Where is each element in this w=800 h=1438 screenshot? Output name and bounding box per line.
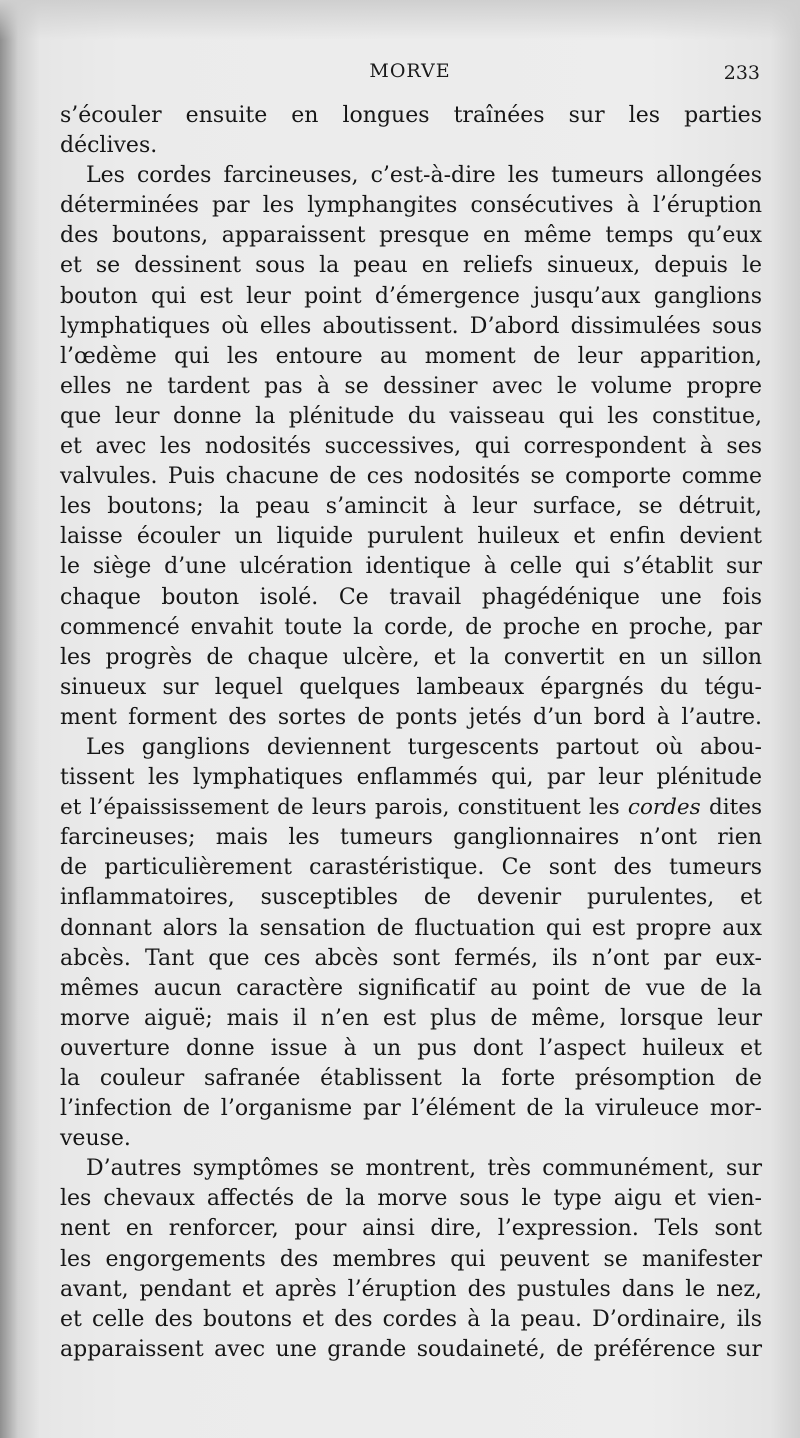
text-line: ouverture donne issue à un pus dont l’aspect huileux et (60, 1035, 762, 1061)
text-line: abcès. Tant que ces abcès sont fermés, ils n’ont par eux- (60, 945, 762, 971)
text-line: elles ne tardent pas à se dessiner avec le volume propre (60, 373, 762, 399)
text-line: ment forment des sortes de ponts jetés d’un bord à l’autre. (60, 704, 762, 730)
paragraph-4 (60, 1154, 762, 1365)
text-line: l’infection de l’organisme par l’élément de la viruleuce mor- (60, 1096, 762, 1122)
text-line: les boutons; la peau s’amincit à leur surface, se détruit, (60, 494, 762, 520)
running-title: MORVE (369, 60, 451, 82)
text-line: la couleur safranée établissent la forte présomption de (60, 1066, 762, 1091)
text-line: de particulièrement carastéristique. Ce sont des tumeurs (60, 855, 762, 881)
italic-term: cordes (627, 795, 701, 821)
text-line: avant, pendant et après l’éruption des pustules dans le nez, (60, 1276, 762, 1302)
text-line: les progrès de chaque ulcère, et la convertit en un sillon (60, 644, 762, 670)
text-line: et se dessinent sous la peau en reliefs sinueux, depuis le (60, 253, 762, 279)
text-line: les engorgements des membres qui peuvent se manifester (60, 1246, 762, 1272)
paragraph-1 (60, 101, 762, 161)
text-line: mêmes aucun caractère significatif au point de vue de la (60, 975, 762, 1001)
page-number: 233 (723, 62, 760, 84)
text-line: D’autres symptômes se montrent, très communément, sur (86, 1156, 762, 1182)
text-line: apparaissent avec une grande soudaineté, de préférence sur (60, 1336, 762, 1362)
text-line: sinueux sur lequel quelques lambeaux épargnés du tégu- (60, 674, 762, 700)
text-line: des boutons, apparaissent presque en même temps qu’eux (60, 223, 762, 249)
text-line: s’écouler ensuite en longues traînées sur les parties (60, 103, 762, 128)
page-header (60, 60, 760, 90)
text-line: et l’épaississement de leurs parois, constituent les cordes dites (60, 795, 762, 821)
text-line: laisse écouler un liquide purulent huileux et enfin devient (60, 524, 762, 550)
body-text (60, 101, 762, 1365)
text-line: Les ganglions deviennent turgescents partout où abou- (86, 734, 762, 760)
text-line: chaque bouton isolé. Ce travail phagédénique une fois (60, 584, 762, 610)
text-line: veuse. (60, 1126, 131, 1152)
text-line: inflammatoires, susceptibles de devenir purulentes, et (60, 885, 762, 911)
text-line: bouton qui est leur point d’émergence jusqu’aux ganglions (60, 283, 762, 309)
paragraph-2 (60, 161, 762, 733)
text-line: que leur donne la plénitude du vaisseau qui les constitue, (60, 403, 762, 429)
text-line: donnant alors la sensation de fluctuation qui est propre aux (60, 915, 762, 941)
text-line: commencé envahit toute la corde, de proche en proche, par (60, 614, 762, 640)
text-line: lymphatiques où elles aboutissent. D’abord dissimulées sous (60, 313, 762, 339)
text-line: morve aiguë; mais il n’en est plus de même, lorsque leur (60, 1005, 762, 1031)
text-line: et avec les nodosités successives, qui correspondent à ses (60, 434, 762, 460)
text-line: Les cordes farcineuses, c’est-à-dire les tumeurs allongées (86, 163, 762, 189)
text-line: nent en renforcer, pour ainsi dire, l’expression. Tels sont (60, 1216, 762, 1242)
text-line: tissent les lymphatiques enflammés qui, par leur plénitude (60, 765, 762, 791)
text-line: valvules. Puis chacune de ces nodosités se comporte comme (60, 464, 762, 490)
paragraph-3 (60, 733, 762, 1154)
text-line: les chevaux affectés de la morve sous le type aigu et vien- (60, 1186, 762, 1212)
text-line: le siège d’une ulcération identique à celle qui s’établit sur (60, 554, 762, 580)
text-line: et celle des boutons et des cordes à la peau. D’ordinaire, ils (60, 1306, 762, 1332)
text-line: déclives. (60, 133, 158, 159)
text-line: l’œdème qui les entoure au moment de leur apparition, (60, 343, 762, 369)
text-line: farcineuses; mais les tumeurs ganglionnaires n’ont rien (60, 825, 762, 851)
text-line: déterminées par les lymphangites consécutives à l’éruption (60, 193, 762, 219)
